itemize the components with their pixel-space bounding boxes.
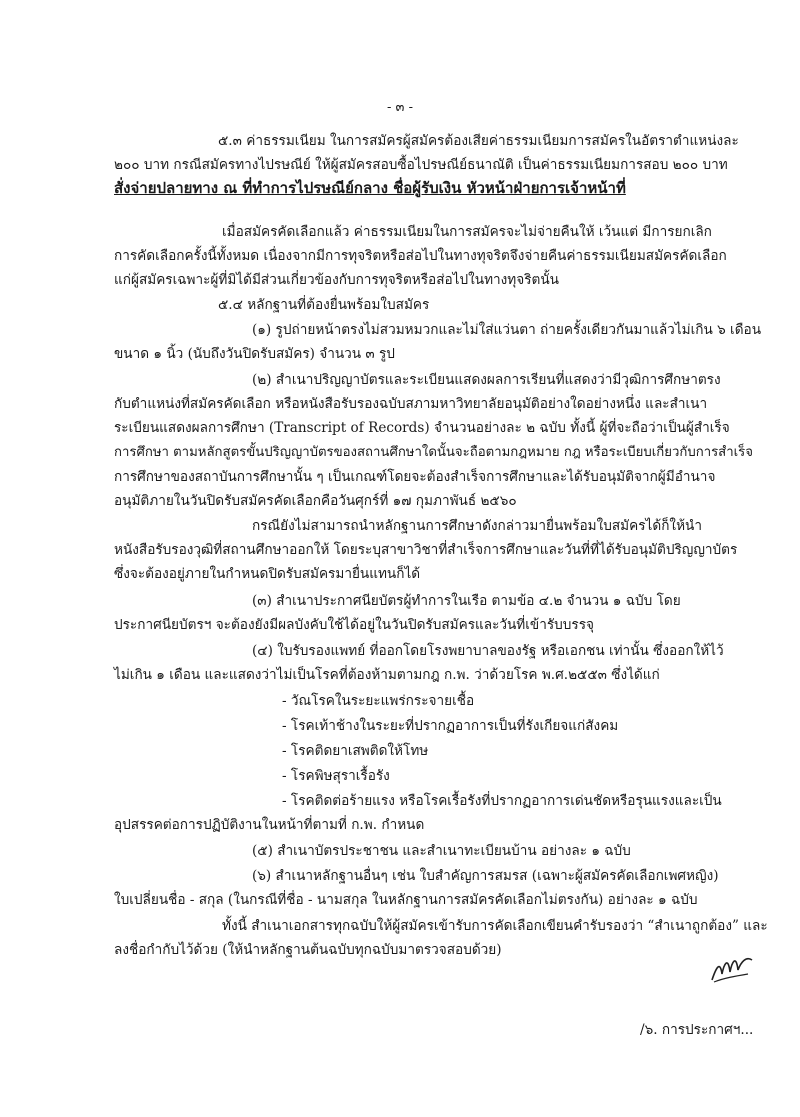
list-item: - วัณโรคในระยะแพร่กระจายเชื้อ xyxy=(282,693,475,709)
list-item: - โรคเท้าช้างในระยะที่ปรากฏอาการเป็นที่รังเกียจแก่สังคม xyxy=(282,718,619,734)
text-line: (๖) สำเนาหลักฐานอื่นๆ เช่น ใบสำคัญการสมรส (เฉพาะผู้สมัครคัดเลือกเพศหญิง) xyxy=(252,868,719,884)
section-heading: ๕.๔ หลักฐานที่ต้องยื่นพร้อมใบสมัคร xyxy=(218,297,430,313)
text-line: เมื่อสมัครคัดเลือกแล้ว ค่าธรรมเนียมในการสมัครจะไม่จ่ายคืนให้ เว้นแต่ มีการยกเลิก xyxy=(222,224,712,240)
text-line: (๕) สำเนาบัตรประชาชน และสำเนาทะเบียนบ้าน อย่างละ ๑ ฉบับ xyxy=(252,843,631,859)
text-line: (๔) ใบรับรองแพทย์ ที่ออกโดยโรงพยาบาลของรัฐ หรือเอกชน เท่านั้น ซึ่งออกให้ไว้ xyxy=(252,643,724,659)
text-line: (๒) สำเนาปริญญาบัตรและระเบียนแสดงผลการเรียนที่แสดงว่ามีวุฒิการศึกษาตรง xyxy=(252,372,721,388)
text-line: ขนาด ๑ นิ้ว (นับถึงวันปิดรับสมัคร) จำนวน ๓ รูป xyxy=(114,346,395,362)
text-line: การศึกษา ตามหลักสูตรขั้นปริญญาบัตรของสถานศึกษาใดนั้นจะถือตามกฎหมาย กฎ หรือระเบียบเกี่ยวกับการสำเร็จ xyxy=(114,445,753,460)
text-line: ประกาศนียบัตรฯ จะต้องยังมีผลบังคับใช้ได้อยู่ในวันปิดรับสมัครและวันที่เข้ารับบรรจุ xyxy=(114,617,594,633)
text-line: (๓) สำเนาประกาศนียบัตรผู้ทำการในเรือ ตามข้อ ๔.๒ จำนวน ๑ ฉบับ โดย xyxy=(252,593,681,609)
text-line: กับตำแหน่งที่สมัครคัดเลือก หรือหนังสือรับรองฉบับสภามหาวิทยาลัยอนุมัติอย่างใดอย่างหนึ่ง และสำเนา xyxy=(114,396,708,412)
signature-initials xyxy=(708,950,758,986)
underlined-heading: สั่งจ่ายปลายทาง ณ ที่ทำการไปรษณีย์กลาง ชื่อผู้รับเงิน หัวหน้าฝ่ายการเจ้าหน้าที่ xyxy=(114,179,626,197)
text-line: ซึ่งจะต้องอยู่ภายในกำหนดปิดรับสมัครมายื่นแทนก็ได้ xyxy=(114,566,421,582)
list-item: - โรคติดยาเสพติดให้โทษ xyxy=(282,743,429,759)
text-line: หนังสือรับรองวุฒิที่สถานศึกษาออกให้ โดยระบุสาขาวิชาที่สำเร็จการศึกษาและวันที่ที่ได้รับอนุมัติปริญญาบัตร xyxy=(114,542,738,558)
text-line: การคัดเลือกครั้งนี้ทั้งหมด เนื่องจากมีการทุจริตหรือส่อไปในทางทุจริตจึงจ่ายคืนค่าธรรมเนียมสมัครคัดเลือก xyxy=(114,248,727,264)
text-line: อุปสรรคต่อการปฏิบัติงานในหน้าที่ตามที่ ก.พ. กำหนด xyxy=(114,817,425,833)
text-line: แก่ผู้สมัครเฉพาะผู้ที่มิได้มีส่วนเกี่ยวข้องกับการทุจริตหรือส่อไปในทางทุจริตนั้น xyxy=(114,272,559,288)
next-page-reference: /๖. การประกาศฯ... xyxy=(640,1022,754,1038)
text-line: ระเบียนแสดงผลการศึกษา (Transcript of Records) จำนวนอย่างละ ๒ ฉบับ ทั้งนี้ ผู้ที่จะถือว่าเป็นผู้สำเร็จ xyxy=(114,420,730,436)
list-item: - โรคพิษสุราเรื้อรัง xyxy=(282,768,390,784)
text-line: ไม่เกิน ๑ เดือน และแสดงว่าไม่เป็นโรคที่ต้องห้ามตามกฎ ก.พ. ว่าด้วยโรค พ.ศ.๒๕๕๓ ซึ่งได้แก่ xyxy=(114,667,660,683)
text-line: ใบเปลี่ยนชื่อ - สกุล (ในกรณีที่ชื่อ - นามสกุล ในหลักฐานการสมัครคัดเลือกไม่ตรงกัน) อย่างละ ๑ ฉบับ xyxy=(114,892,698,908)
text-line: (๑) รูปถ่ายหน้าตรงไม่สวมหมวกและไม่ใส่แว่นตา ถ่ายครั้งเดียวกันมาแล้วไม่เกิน ๖ เดือน xyxy=(252,322,761,338)
list-item: - โรคติดต่อร้ายแรง หรือโรคเรื้อรังที่ปรากฏอาการเด่นชัดหรือรุนแรงและเป็น xyxy=(282,793,722,809)
text-line: ๕.๓ ค่าธรรมเนียม ในการสมัครผู้สมัครต้องเสียค่าธรรมเนียมการสมัครในอัตราตำแหน่งละ xyxy=(218,133,739,149)
text-line: ๒๐๐ บาท กรณีสมัครทางไปรษณีย์ ให้ผู้สมัครสอบซื้อไปรษณีย์ธนาณัติ เป็นค่าธรรมเนียมการสอบ ๒๐๐ บาท xyxy=(114,157,728,173)
text-line: ทั้งนี้ สำเนาเอกสารทุกฉบับให้ผู้สมัครเข้ารับการคัดเลือกเขียนคำรับรองว่า “สำเนาถูกต้อง” และ xyxy=(222,918,768,934)
text-line: กรณียังไม่สามารถนำหลักฐานการศึกษาดังกล่าวมายื่นพร้อมใบสมัครได้ก็ให้นำ xyxy=(252,518,702,534)
text-line: การศึกษาของสถาบันการศึกษานั้น ๆ เป็นเกณฑ์โดยจะต้องสำเร็จการศึกษาและได้รับอนุมัติจากผู้มีอำนาจ xyxy=(114,469,716,485)
page-number: - ๓ - xyxy=(387,100,413,115)
text-line: ลงชื่อกำกับไว้ด้วย (ให้นำหลักฐานต้นฉบับทุกฉบับมาตรวจสอบด้วย) xyxy=(114,942,502,958)
text-line: อนุมัติภายในวันปิดรับสมัครคัดเลือกคือวันศุกร์ที่ ๑๗ กุมภาพันธ์ ๒๕๖๐ xyxy=(114,493,517,509)
